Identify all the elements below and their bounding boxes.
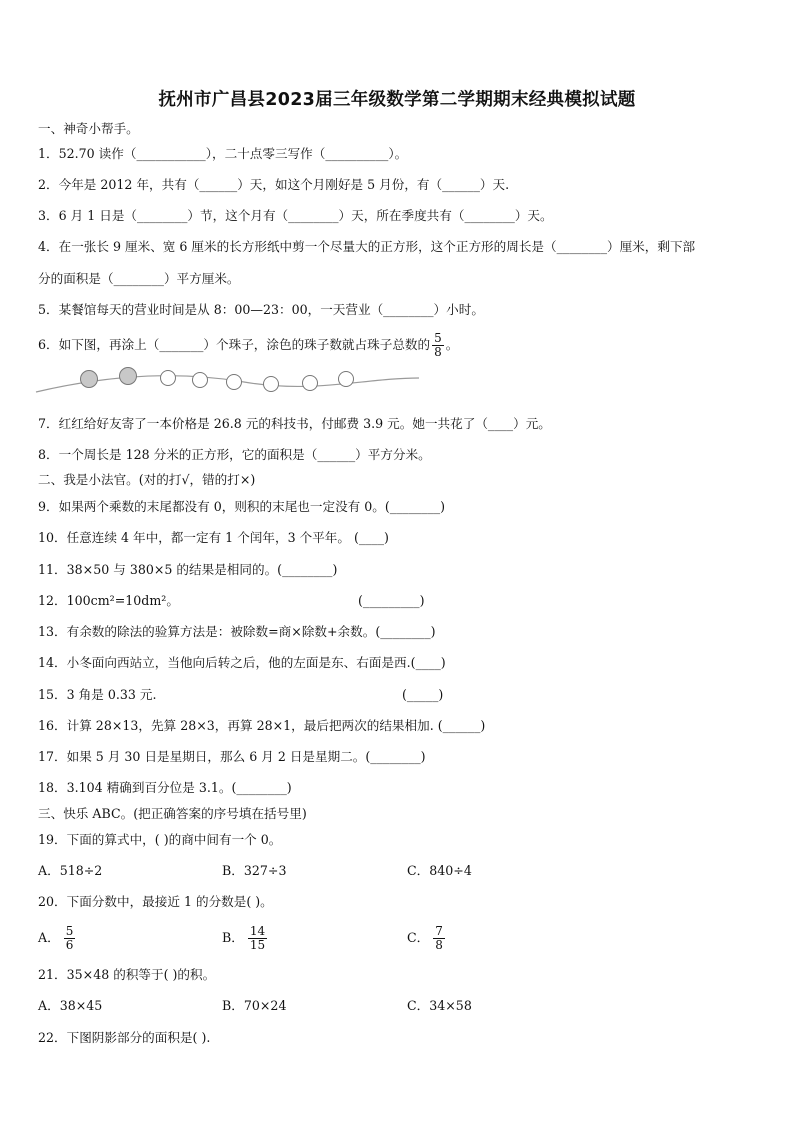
option-label: A． xyxy=(38,930,60,945)
question-4-line-1: 4．在一张长 9 厘米、宽 6 厘米的长方形纸中剪一个尽量大的正方形，这个正方形的周长是（________）厘米，剩下部 xyxy=(38,239,696,254)
question-20-option-a xyxy=(38,920,77,956)
question-5: 5．某餐馆每天的营业时间是从 8：00—23：00，一天营业（________）小时。 xyxy=(38,302,484,317)
option-fraction xyxy=(64,925,76,952)
question-14: 14．小冬面向西站立，当他向后转之后，他的左面是东、右面是西.(____) xyxy=(38,655,446,670)
bead-unshaded xyxy=(161,371,176,386)
bead-group xyxy=(81,368,354,392)
fraction-numerator: 5 xyxy=(65,924,74,938)
question-19: 19．下面的算式中，( )的商中间有一个 0。 xyxy=(38,832,282,847)
bead-unshaded xyxy=(264,377,279,392)
fraction-numerator: 7 xyxy=(435,924,443,938)
option-fraction xyxy=(248,925,267,952)
question-20: 20．下面分数中，最接近 1 的分数是( )。 xyxy=(38,894,273,909)
fraction-denominator: 6 xyxy=(65,938,74,952)
question-12: 12．100cm²=10dm²。 xyxy=(38,593,179,608)
fraction-denominator: 8 xyxy=(435,938,443,952)
fraction-numerator: 5 xyxy=(434,331,442,345)
question-6-text: 6．如下图，再涂上（_______）个珠子，涂色的珠子数就占珠子总数的 xyxy=(38,337,431,352)
option-fraction xyxy=(433,925,445,952)
question-20-option-b xyxy=(222,920,269,956)
section-heading-2: 二、我是小法官。(对的打√，错的打×) xyxy=(38,472,256,487)
question-21-option-a: A．38×45 xyxy=(38,998,103,1013)
option-label: C． xyxy=(407,930,430,945)
question-18: 18．3.104 精确到百分位是 3.1。(________) xyxy=(38,780,292,795)
fraction-denominator: 8 xyxy=(434,345,442,359)
option-label: B． xyxy=(222,930,244,945)
question-21-option-b: B．70×24 xyxy=(222,998,287,1013)
section-heading-3: 三、快乐 ABC。(把正确答案的序号填在括号里) xyxy=(38,806,307,821)
question-20-option-c xyxy=(407,920,447,956)
question-21-option-c: C．34×58 xyxy=(407,998,472,1013)
bead-string-figure xyxy=(34,364,424,404)
question-6 xyxy=(38,330,458,360)
fraction-five-eighths xyxy=(432,332,444,359)
bead-unshaded xyxy=(193,373,208,388)
question-11: 11．38×50 与 380×5 的结果是相同的。(________) xyxy=(38,562,338,577)
question-1: 1．52.70 读作（___________），二十点零三写作（__________）。 xyxy=(38,146,408,161)
question-19-option-c: C．840÷4 xyxy=(407,863,472,878)
bead-unshaded xyxy=(303,376,318,391)
question-22: 22．下图阴影部分的面积是( ). xyxy=(38,1030,211,1045)
question-17: 17．如果 5 月 30 日是星期日，那么 6 月 2 日是星期二。(________) xyxy=(38,749,426,764)
page-title: 抚州市广昌县2023届三年级数学第二学期期末经典模拟试题 xyxy=(158,90,636,110)
question-21: 21．35×48 的积等于( )的积。 xyxy=(38,967,216,982)
question-15: 15．3 角是 0.33 元. xyxy=(38,687,157,702)
question-8: 8．一个周长是 128 分米的正方形，它的面积是（______）平方分米。 xyxy=(38,447,431,462)
section-heading-1: 一、神奇小帮手。 xyxy=(38,121,139,136)
question-10: 10．任意连续 4 年中，都一定有 1 个闰年，3 个平年。 (____) xyxy=(38,530,389,545)
question-19-option-a: A．518÷2 xyxy=(38,863,103,878)
question-3: 3．6 月 1 日是（________）节，这个月有（________）天，所在季度共有（________）天。 xyxy=(38,208,553,223)
bead-unshaded xyxy=(339,372,354,387)
bead-shaded xyxy=(81,371,98,388)
question-4-line-2: 分的面积是（________）平方厘米。 xyxy=(38,271,240,286)
fraction-denominator: 15 xyxy=(249,938,266,952)
fraction-numerator: 14 xyxy=(249,924,266,938)
question-16: 16．计算 28×13，先算 28×3，再算 28×1，最后把两次的结果相加. (______) xyxy=(38,718,486,733)
question-9: 9．如果两个乘数的末尾都没有 0，则积的末尾也一定没有 0。(________) xyxy=(38,499,446,514)
question-7: 7．红红给好友寄了一本价格是 26.8 元的科技书，付邮费 3.9 元。她一共花了（____）元。 xyxy=(38,416,551,431)
question-13: 13．有余数的除法的验算方法是：被除数=商×除数+余数。(________) xyxy=(38,624,436,639)
question-19-option-b: B．327÷3 xyxy=(222,863,287,878)
bead-shaded xyxy=(120,368,137,385)
question-12-answer-blank: (_________) xyxy=(358,593,425,608)
question-2: 2．今年是 2012 年，共有（______）天，如这个月刚好是 5 月份，有（______）天. xyxy=(38,177,510,192)
bead-unshaded xyxy=(227,375,242,390)
question-15-answer-blank: (_____) xyxy=(402,687,444,702)
question-6-end: 。 xyxy=(445,337,459,352)
